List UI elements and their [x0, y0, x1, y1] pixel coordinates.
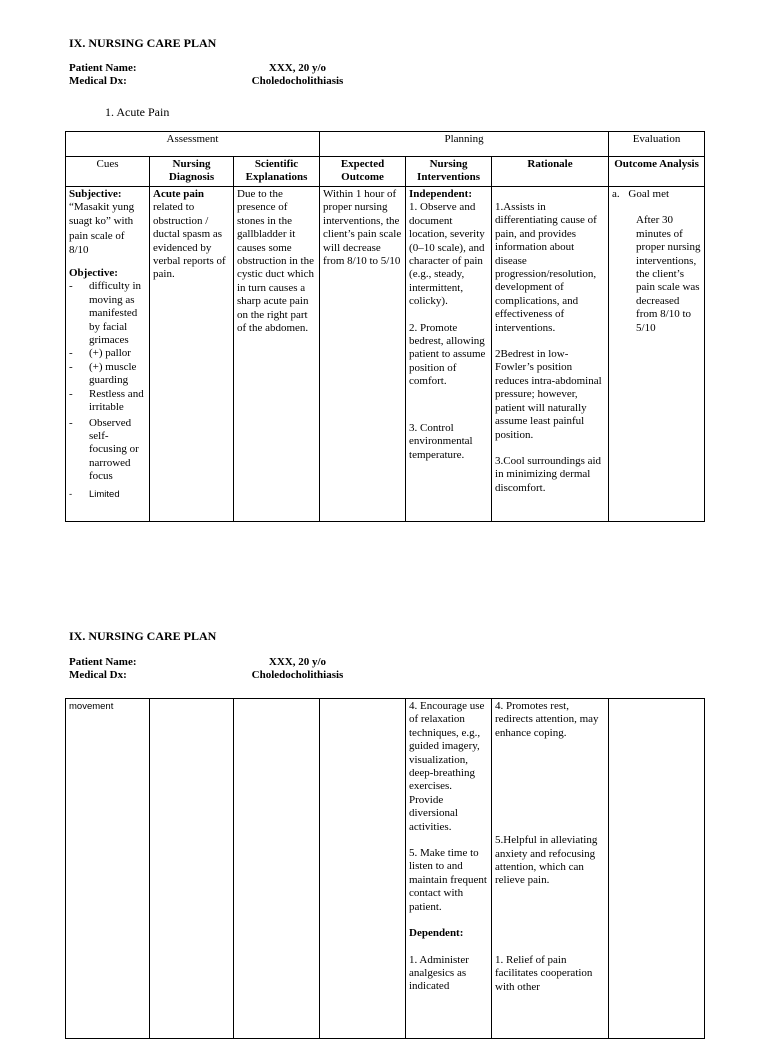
cues-continued: movement [69, 701, 114, 712]
nursing-interventions-cell [406, 699, 492, 1039]
rationale-3: 3.Cool surroundings aid in minimizing dermal discomfort. [495, 454, 602, 494]
evaluation-marker: a. [612, 188, 620, 200]
medical-dx-label: Medical Dx: [69, 669, 127, 681]
scientific-explanations-header: Scientific Explanations [234, 157, 320, 187]
expected-outcome-cell [320, 699, 406, 1039]
table-row [66, 187, 705, 522]
intervention-2: 2. Promote bedrest, allowing patient to assume position of comfort. [409, 321, 486, 388]
problem-title: 1. Acute Pain [105, 105, 170, 119]
rationale-cell [492, 699, 609, 1039]
nursing-diagnosis-header: Nursing Diagnosis [150, 157, 234, 187]
page-title: IX. NURSING CARE PLAN [69, 629, 217, 643]
nursing-care-plan-table [65, 131, 705, 522]
page-title: IX. NURSING CARE PLAN [69, 36, 217, 50]
outcome-analysis-cell [609, 699, 705, 1039]
dependent-intervention-1: 1. Administer analgesics as indicated [409, 953, 469, 993]
scientific-explanation-cell: Due to the presence of stones in the gallbladder it causes some obstruction in the cystic duct which in turn causes a sharp acute pain on the right part of the abdomen. [234, 187, 320, 522]
list-item: - Limited [69, 488, 146, 501]
cues-header: Cues [66, 157, 150, 187]
patient-name-label: Patient Name: [69, 656, 137, 668]
column-header-row [66, 157, 705, 187]
medical-dx-label: Medical Dx: [69, 75, 127, 87]
intervention-3: 3. Control environmental temperature. [409, 421, 473, 461]
table-row [66, 699, 705, 1039]
expected-outcome-cell: Within 1 hour of proper nursing interventions, the client’s pain scale will decrease from 8/10 to 5/10 [320, 187, 406, 522]
group-header-row [66, 132, 705, 157]
independent-label: Independent: [409, 188, 472, 200]
evaluation-goal: Goal met [628, 188, 670, 200]
rationale-cell [492, 187, 609, 522]
nursing-care-plan-table-continued [65, 698, 705, 1039]
diagnosis-text: related to obstruction / ductal spasm as evidenced by verbal reports of pain. [153, 201, 226, 281]
pain-scale-text: pain scale of 8/10 [69, 230, 125, 256]
outcome-analysis-cell [609, 187, 705, 522]
rationale-4: 4. Promotes rest, redirects attention, may enhance coping. [495, 700, 599, 739]
list-item: - difficulty in moving as manifested by facial grimaces [69, 280, 146, 347]
nursing-diagnosis-cell [150, 699, 234, 1039]
expected-outcome-header: Expected Outcome [320, 157, 406, 187]
assessment-header: Assessment [66, 132, 320, 157]
patient-name-value: XXX, 20 y/o [268, 656, 327, 668]
objective-list [69, 280, 146, 501]
intervention-5: 5. Make time to listen to and maintain frequent contact with patient. [409, 847, 487, 913]
list-item: - Observed self-focusing or narrowed focus [69, 417, 146, 484]
cues-cell [66, 699, 150, 1039]
rationale-1: 1.Assists in differentiating cause of pain, and provides information about disease progression/resolution, development of complications, and effectiveness of interventions. [495, 201, 597, 334]
nursing-interventions-header: Nursing Interventions [406, 157, 492, 187]
dependent-rationale-1: 1. Relief of pain facilitates cooperation with other [495, 953, 593, 993]
subjective-text: “Masakit yung suagt ko” with [69, 201, 135, 227]
medical-dx-value: Choledocholithiasis [251, 669, 344, 681]
objective-label: Objective: [69, 267, 118, 280]
nursing-interventions-cell [406, 187, 492, 522]
rationale-5: 5.Helpful in alleviating anxiety and refocusing attention, which can relieve pain. [495, 834, 598, 887]
rationale-2: 2Bedrest in low-Fowler’s position reduces intra-abdominal pressure; however, patient will naturally assume least painful position. [495, 348, 602, 441]
cues-cell [66, 187, 150, 522]
list-item: - (+) pallor [69, 347, 146, 360]
patient-name-label: Patient Name: [69, 62, 137, 74]
dependent-label: Dependent: [409, 927, 464, 940]
rationale-header: Rationale [492, 157, 609, 187]
list-item: - Restless and irritable [69, 388, 146, 415]
scientific-explanation-cell [234, 699, 320, 1039]
patient-name-value: XXX, 20 y/o [268, 62, 327, 74]
nursing-diagnosis-cell [150, 187, 234, 522]
diagnosis-bold: Acute pain [153, 188, 205, 200]
evaluation-text: After 30 minutes of proper nursing interventions, the client’s pain scale was decreased from 8/10 to 5/10 [636, 214, 701, 334]
outcome-analysis-header: Outcome Analysis [609, 157, 705, 187]
planning-header: Planning [320, 132, 609, 157]
intervention-4: 4. Encourage use of relaxation techniques, e.g., guided imagery, visualization, deep-breathing exercises. Provide diversional activities. [409, 700, 485, 833]
medical-dx-value: Choledocholithiasis [251, 75, 344, 87]
intervention-1: 1. Observe and document location, severity (0–10 scale), and character of pain (e.g., steady, intermittent, colicky). [409, 201, 485, 308]
list-item: - (+) muscle guarding [69, 361, 146, 388]
evaluation-header: Evaluation [609, 132, 705, 157]
subjective-label: Subjective: [69, 188, 122, 200]
